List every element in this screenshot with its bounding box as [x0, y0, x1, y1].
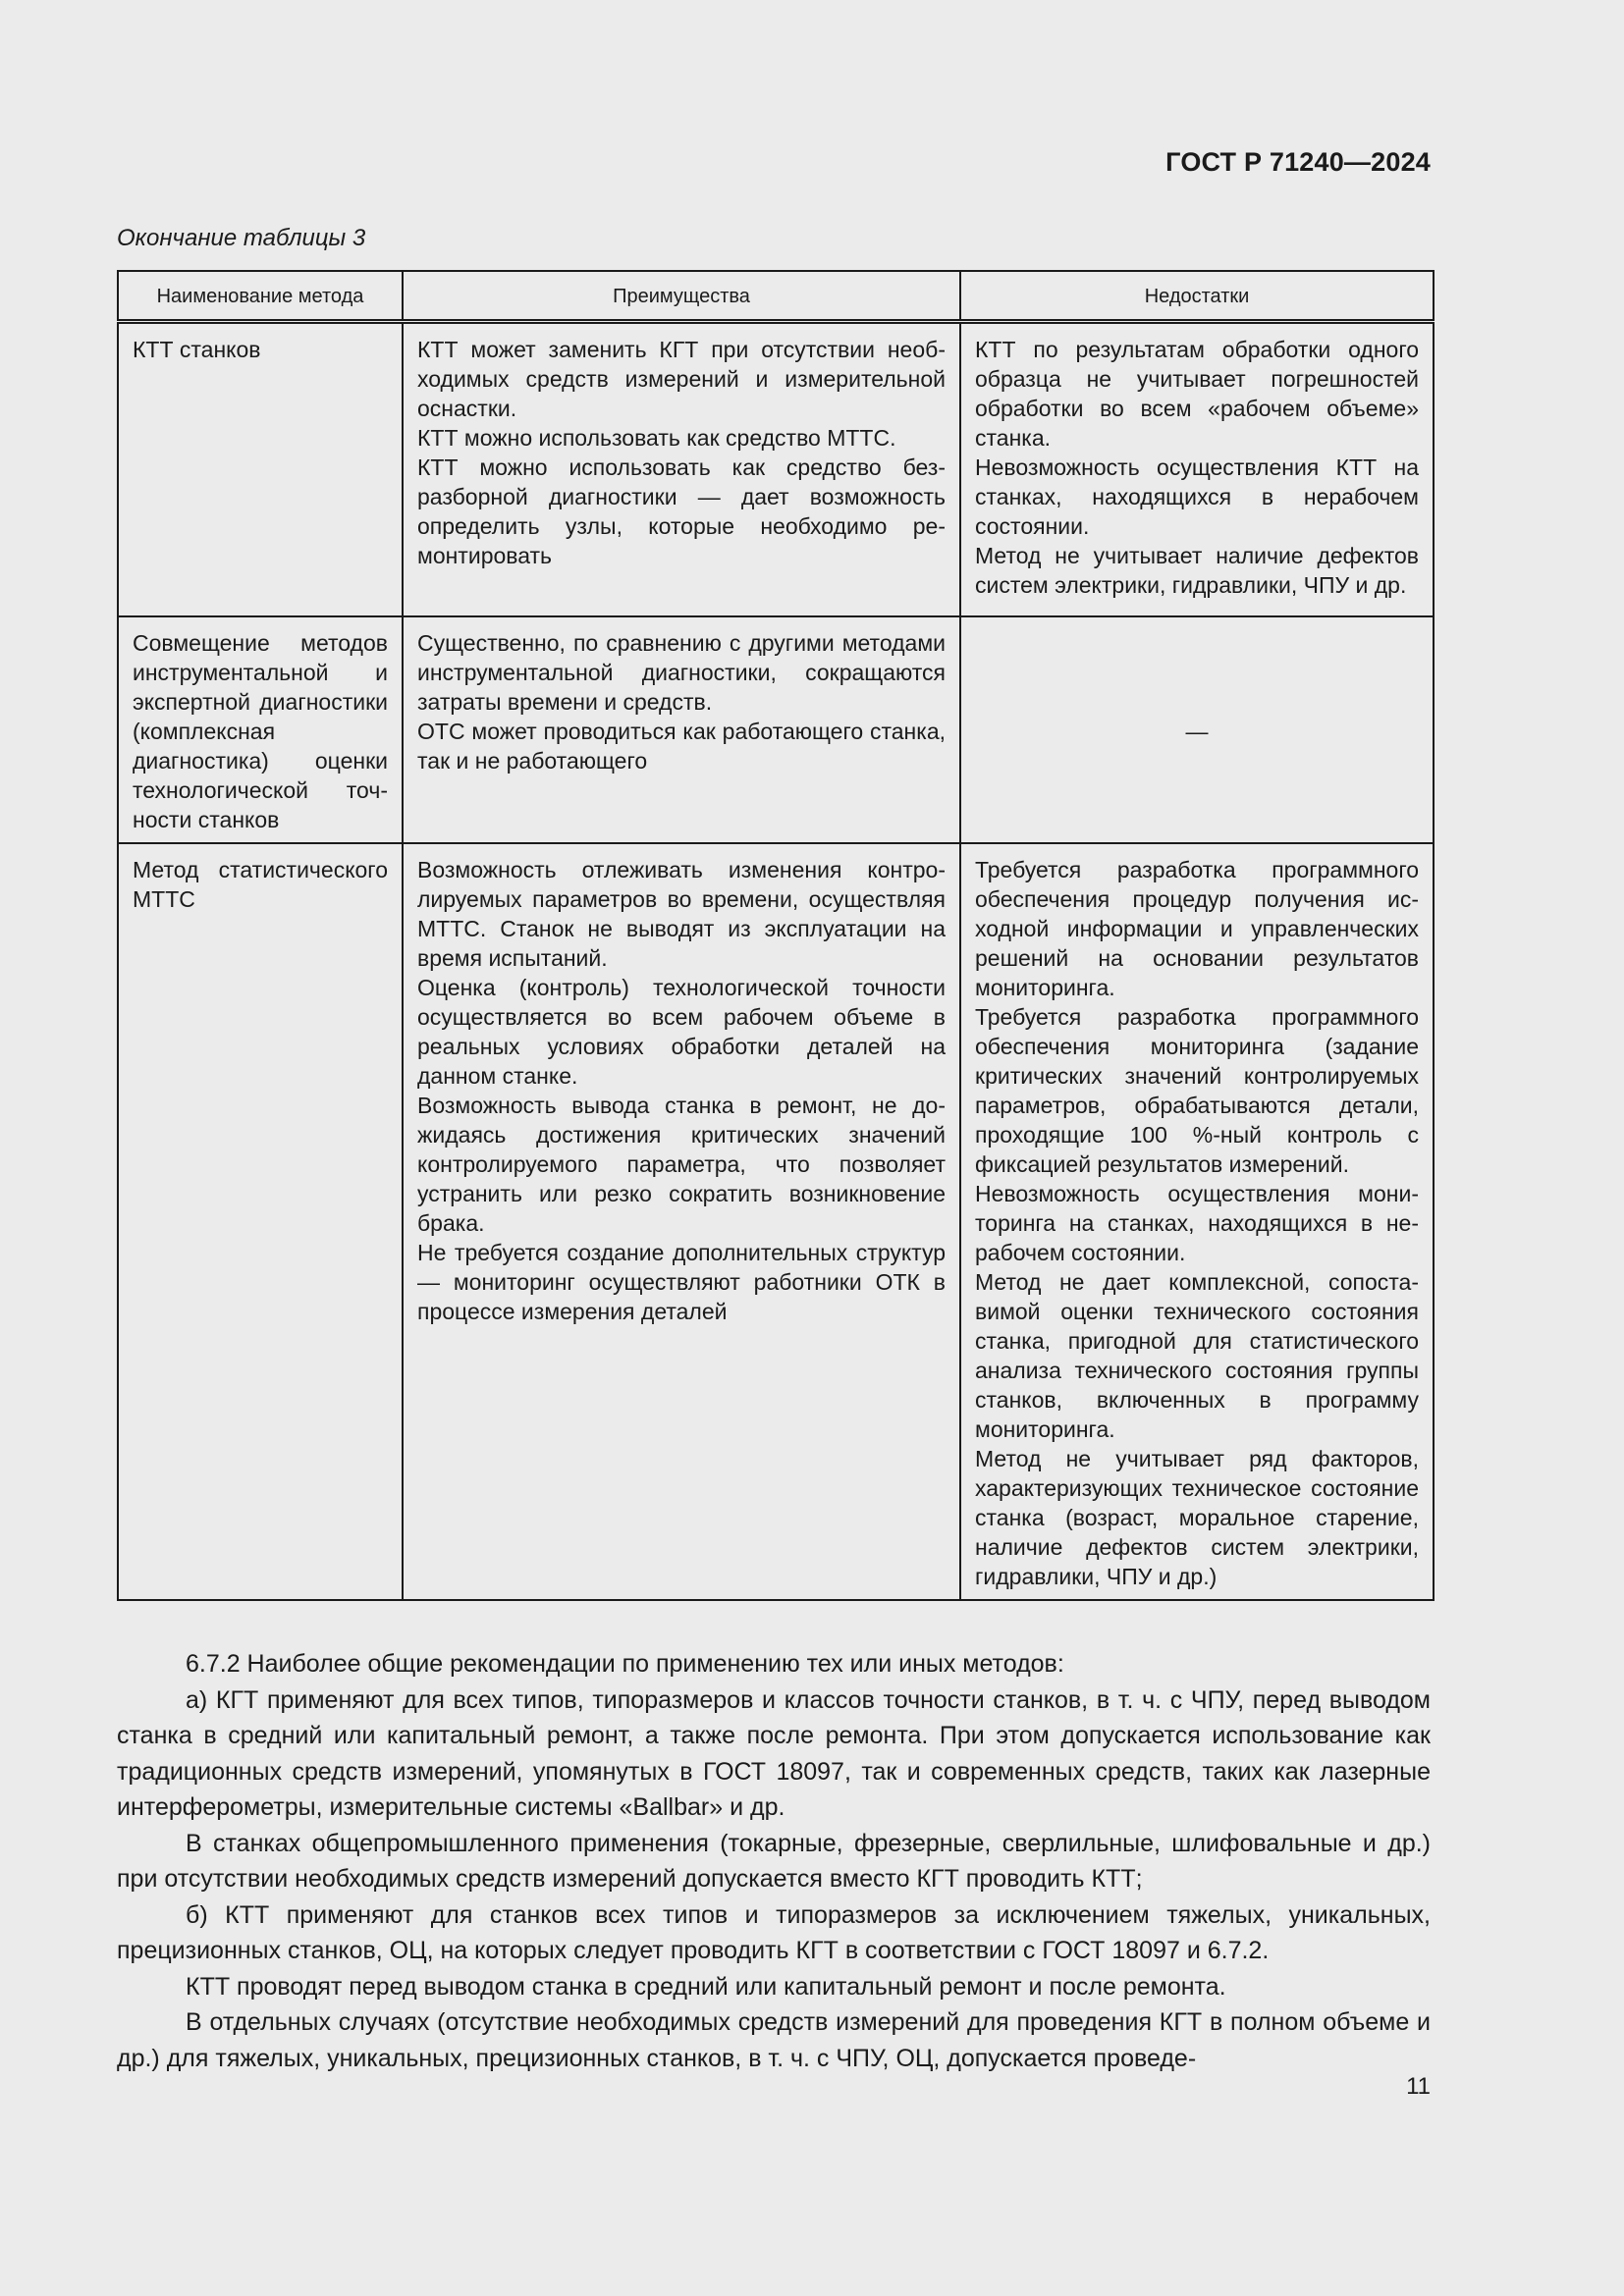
advantage-item: Оценка (контроль) технологической точности осуществляется во всем рабочем объеме в реальных условиях обработки деталей на данном станке. — [417, 974, 946, 1089]
disadvantage-item: Невозможность осуществления КТТ на станках, находящихся в нерабочем состоянии. — [975, 454, 1419, 539]
advantage-item: Возможность отлеживать изменения контролируемых параметров во времени, осуществляя МТТС. Станок не выводят из эксплуатации на время испытаний. — [417, 856, 946, 971]
table-caption: Окончание таблицы 3 — [117, 225, 366, 251]
method-cell — [118, 843, 403, 1600]
methods-table — [117, 270, 1435, 1601]
column-header-disadvantages: Недостатки — [960, 271, 1434, 322]
disadvantage-item: Требуется разработка программного обеспечения мониторинга (задание критических значений контролируемых параметров, обрабатываются детали, проходящие 100 %-ный контроль с фиксацией результатов измерений. — [975, 1003, 1419, 1177]
disadvantage-item: Метод не дает комплексной, сопоставимой оценки технического состояния станка, пригодной для статистического анализа технического состояния группы станков, включенных в программу мониторинга. — [975, 1268, 1419, 1442]
disadvantages-cell — [960, 616, 1434, 843]
column-header-method: Наименование метода — [118, 271, 403, 322]
table-header-row — [118, 271, 1434, 322]
method-name: КТТ станков — [133, 337, 261, 362]
standard-number: ГОСТ Р 71240—2024 — [1165, 147, 1431, 177]
paragraph: а) КГТ применяют для всех типов, типоразмеров и классов точности станков, в т. ч. с ЧПУ, перед выводом станка в средний или капитальный ремонт, а также после ремонта. При этом допускается использование как традиционных средств измерений, упомянутых в ГОСТ 18097, так и современных средств, таких как лазерные интерферометры, измерительные системы «Ballbar» и др. — [117, 1685, 1431, 1821]
advantage-item: Возможность вывода станка в ремонт, не дожидаясь достижения критических значений контролируемого параметра, что позволяет устранить или резко сократить возникновение брака. — [417, 1092, 946, 1236]
paragraph: КТТ проводят перед выводом станка в средний или капитальный ремонт и после ремонта. — [186, 1972, 1226, 2001]
body-text — [117, 1646, 1431, 2076]
disadvantage-item: Невозможность осуществления мониторинга на станках, находящихся в нерабочем состоянии. — [975, 1180, 1419, 1265]
advantages-cell — [403, 616, 960, 843]
disadvantage-item: КТТ по результатам обработки одного образца не учитывает погрешностей обработки во всем «рабочем объеме» станка. — [975, 337, 1419, 451]
paragraph: В станках общепромышленного применения (токарные, фрезерные, сверлильные, шлифовальные и др.) при отсутствии необходимых средств измерений допускается вместо КГТ проводить КТТ; — [117, 1829, 1431, 1893]
advantage-item: КТТ может заменить КГТ при отсутствии необходимых средств измерений и измерительной оснастки. — [417, 337, 946, 421]
advantages-cell — [403, 843, 960, 1600]
disadvantage-item: Требуется разработка программного обеспечения процедур получения исходной информации и управленческих решений на основании результатов мониторинга. — [975, 856, 1419, 1000]
table-row — [118, 616, 1434, 843]
method-name: Совмещение методов инструментальной и экспертной диагностики (комплексная диагностика) оценки технологической точности станков — [133, 629, 388, 832]
section-heading-6-7-2: 6.7.2 Наиболее общие рекомендации по применению тех или иных методов: — [186, 1650, 1064, 1678]
column-header-advantages: Преимущества — [403, 271, 960, 322]
method-cell — [118, 322, 403, 616]
advantage-item: КТТ можно использовать как средство безразборной диагностики — дает возможность определить узлы, которые необходимо ремонтировать — [417, 454, 946, 568]
disadvantages-cell — [960, 843, 1434, 1600]
method-name: Метод статистического МТТС — [133, 856, 388, 912]
disadvantages-cell — [960, 322, 1434, 616]
advantage-item: Существенно, по сравнению с другими методами инструментальной диагностики, сокращаются затраты времени и средств. — [417, 629, 946, 715]
advantage-item: Не требуется создание дополнительных структур — мониторинг осуществляют работники ОТК в процессе измерения деталей — [417, 1239, 946, 1324]
advantage-item: КТТ можно использовать как средство МТТС. — [417, 425, 896, 451]
advantages-cell — [403, 322, 960, 616]
method-cell — [118, 616, 403, 843]
disadvantage-item: Метод не учитывает наличие дефектов систем электрики, гидравлики, ЧПУ и др. — [975, 543, 1419, 598]
page-number: 11 — [1406, 2073, 1431, 2100]
table-row — [118, 322, 1434, 616]
paragraph: б) КТТ применяют для станков всех типов и типоразмеров за исключением тяжелых, уникальных, прецизионных станков, ОЦ, на которых следует проводить КГТ в соответствии с ГОСТ 18097 и 6.7.2. — [117, 1900, 1431, 1964]
table-row — [118, 843, 1434, 1600]
advantage-item: ОТС может проводиться как работающего станка, так и не работающего — [417, 718, 946, 774]
paragraph: В отдельных случаях (отсутствие необходимых средств измерений для проведения КГТ в полном объеме и др.) для тяжелых, уникальных, прецизионных станков, в т. ч. с ЧПУ, ОЦ, допускается проведе- — [117, 2008, 1431, 2072]
disadvantage-item: Метод не учитывает ряд факторов, характеризующих техническое состояние станка (возраст, моральное старение, наличие дефектов систем электрики, гидравлики, ЧПУ и др.) — [975, 1445, 1419, 1589]
empty-dash: — — [1185, 718, 1209, 744]
